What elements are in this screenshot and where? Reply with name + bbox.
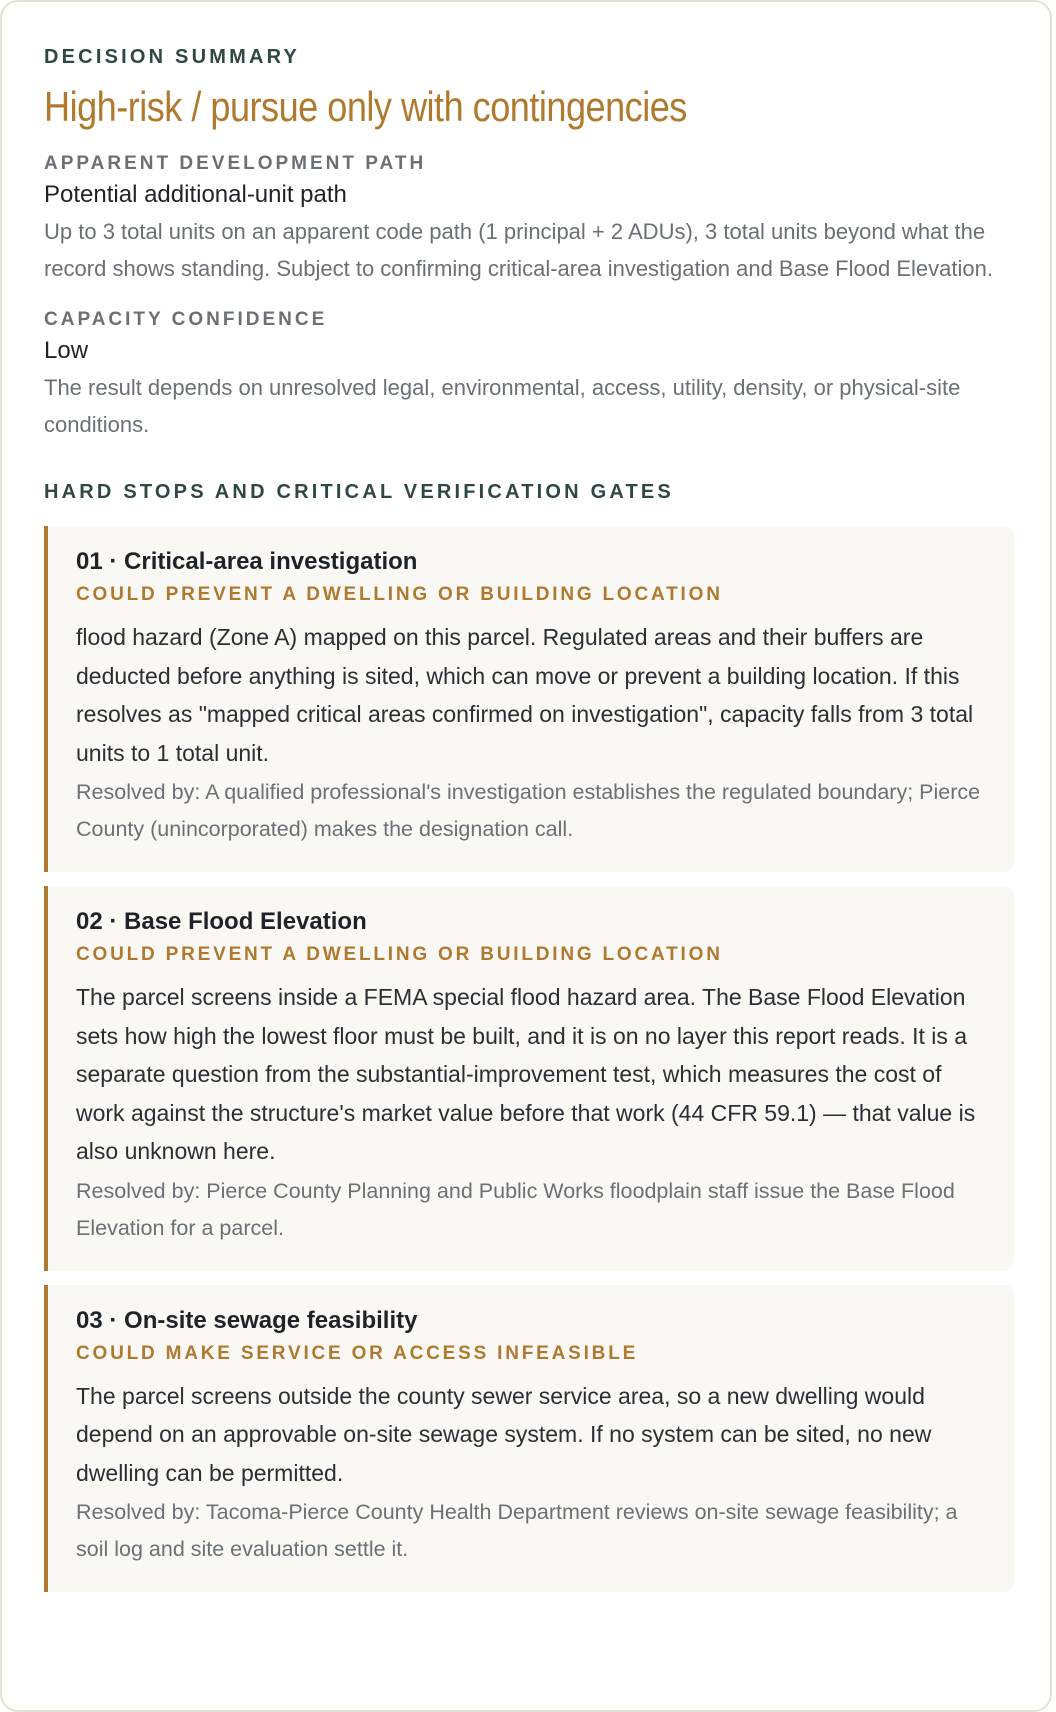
decision-headline: High-risk / pursue only with contingencies	[44, 83, 687, 130]
gate-body: The parcel screens inside a FEMA special flood hazard area. The Base Flood Elevation sets how high the lowest floor must be built, and it is on no layer this report reads. It is a separate question from the substantial-improvement test, which measures the cost of work against the structure's market value before that work (44 CFR 59.1) — that value is also unknown here.	[76, 984, 976, 1165]
decision-summary-content	[44, 46, 1016, 1592]
development-path-label: APPARENT DEVELOPMENT PATH	[44, 153, 427, 175]
gate-title: 02 · Base Flood Elevation	[76, 908, 367, 936]
gate-card-base-flood-elevation	[44, 886, 1014, 1271]
gate-resolved-by: Resolved by: A qualified professional's investigation establishes the regulated boundary; Pierce County (unincorporated) makes the designation call.	[76, 780, 981, 842]
verification-gates-title: HARD STOPS AND CRITICAL VERIFICATION GATES	[44, 481, 674, 504]
gate-title: 01 · Critical-area investigation	[76, 548, 418, 576]
gate-card-on-site-sewage	[44, 1285, 1014, 1593]
capacity-confidence-description: The result depends on unresolved legal, environmental, access, utility, density, or physical-site conditions.	[44, 375, 961, 438]
gate-card-critical-area	[44, 526, 1014, 872]
development-path-value: Potential additional-unit path	[44, 181, 347, 209]
gate-impact: COULD MAKE SERVICE OR ACCESS INFEASIBLE	[76, 1342, 639, 1364]
capacity-confidence-label: CAPACITY CONFIDENCE	[44, 309, 328, 331]
capacity-confidence-value: Low	[44, 337, 89, 365]
gate-body: The parcel screens outside the county sewer service area, so a new dwelling would depend on an approvable on-site sewage system. If no system can be sited, no new dwelling can be permitted.	[76, 1382, 932, 1486]
gate-resolved-by: Resolved by: Tacoma-Pierce County Health Department reviews on-site sewage feasibility; a soil log and site evaluation settle it.	[76, 1500, 958, 1562]
gate-title: 03 · On-site sewage feasibility	[76, 1306, 418, 1334]
gate-body: flood hazard (Zone A) mapped on this parcel. Regulated areas and their buffers are deducted before anything is sited, which can move or prevent a building location. If this resolves as "mapped critical areas confirmed on investigation", capacity falls from 3 total units to 1 total unit.	[76, 624, 974, 766]
gate-impact: COULD PREVENT A DWELLING OR BUILDING LOCATION	[76, 584, 723, 606]
gate-impact: COULD PREVENT A DWELLING OR BUILDING LOCATION	[76, 944, 723, 966]
development-path-description: Up to 3 total units on an apparent code path (1 principal + 2 ADUs), 3 total units beyond what the record shows standing. Subject to confirming critical-area investigation and Base Flood Elevation.	[44, 219, 993, 282]
decision-summary-eyebrow: DECISION SUMMARY	[44, 46, 301, 68]
gate-resolved-by: Resolved by: Pierce County Planning and Public Works floodplain staff issue the Base Flood Elevation for a parcel.	[76, 1178, 955, 1240]
